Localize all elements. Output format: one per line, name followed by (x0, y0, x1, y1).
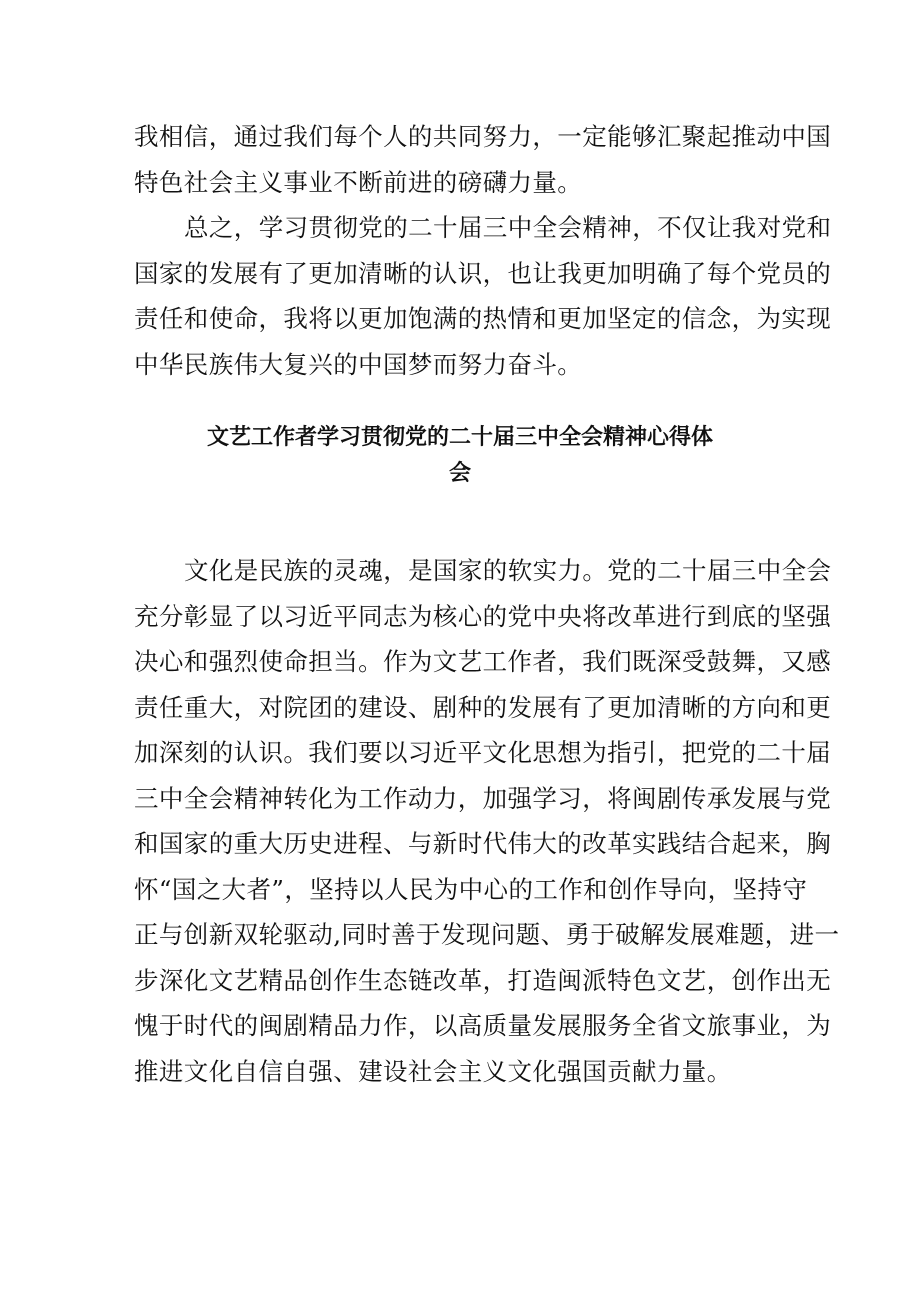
previous-essay-ending (134, 114, 832, 387)
paragraph-line: 加深刻的认识。我们要以习近平文化思想为指引，把党的二十届 (134, 738, 832, 767)
paragraph-line: 步深化文艺精品创作生态链改革，打造闽派特色文艺，创作出无 (134, 965, 832, 995)
paragraph-line: 中华民族伟大复兴的中国梦而努力奋斗。 (134, 349, 583, 379)
paragraph-line: 和国家的重大历史进程、与新时代伟大的改革实践结合起来，胸 (134, 829, 832, 858)
paragraph-line: 决心和强烈使命担当。作为文艺工作者，我们既深受鼓舞，又感 (134, 647, 832, 676)
paragraph-line: 推进文化自信自强、建设社会主义文化强国贡献力量。 (134, 1056, 732, 1086)
paragraph-line: 国家的发展有了更加清晰的认识，也让我更加明确了每个党员的 (134, 258, 832, 288)
title-line: 会 (448, 461, 471, 486)
paragraph-line: 三中全会精神转化为工作动力，加强学习，将闽剧传承发展与党 (134, 783, 832, 813)
paragraph-line: 怀“国之大者”，坚持以人民为中心的工作和创作导向，坚持守 (134, 874, 808, 904)
paragraph-line: 责任和使命，我将以更加饱满的热情和更加坚定的信念，为实现 (134, 304, 832, 333)
paragraph-line: 特色社会主义事业不断前进的磅礴力量。 (134, 167, 583, 197)
article-title (134, 420, 786, 492)
paragraph-line: 愧于时代的闽剧精品力作，以高质量发展服务全省文旅事业，为 (134, 1011, 832, 1040)
article-body (134, 548, 840, 1094)
paragraph-line: 责任重大，对院团的建设、剧种的发展有了更加清晰的方向和更 (134, 692, 832, 722)
paragraph-line: 充分彰显了以习近平同志为核心的党中央将改革进行到底的坚强 (134, 601, 832, 631)
paragraph-line: 总之，学习贯彻党的二十届三中全会精神，不仅让我对党和 (184, 213, 832, 242)
paragraph-line: 文化是民族的灵魂，是国家的软实力。党的二十届三中全会 (184, 556, 832, 585)
title-line: 文艺工作者学习贯彻党的二十届三中全会精神心得体 (206, 425, 713, 450)
paragraph-line: 正与创新双轮驱动,同时善于发现问题、勇于破解发展难题，进一 (134, 920, 840, 949)
paragraph-line: 我相信，通过我们每个人的共同努力，一定能够汇聚起推动中国 (134, 122, 832, 151)
